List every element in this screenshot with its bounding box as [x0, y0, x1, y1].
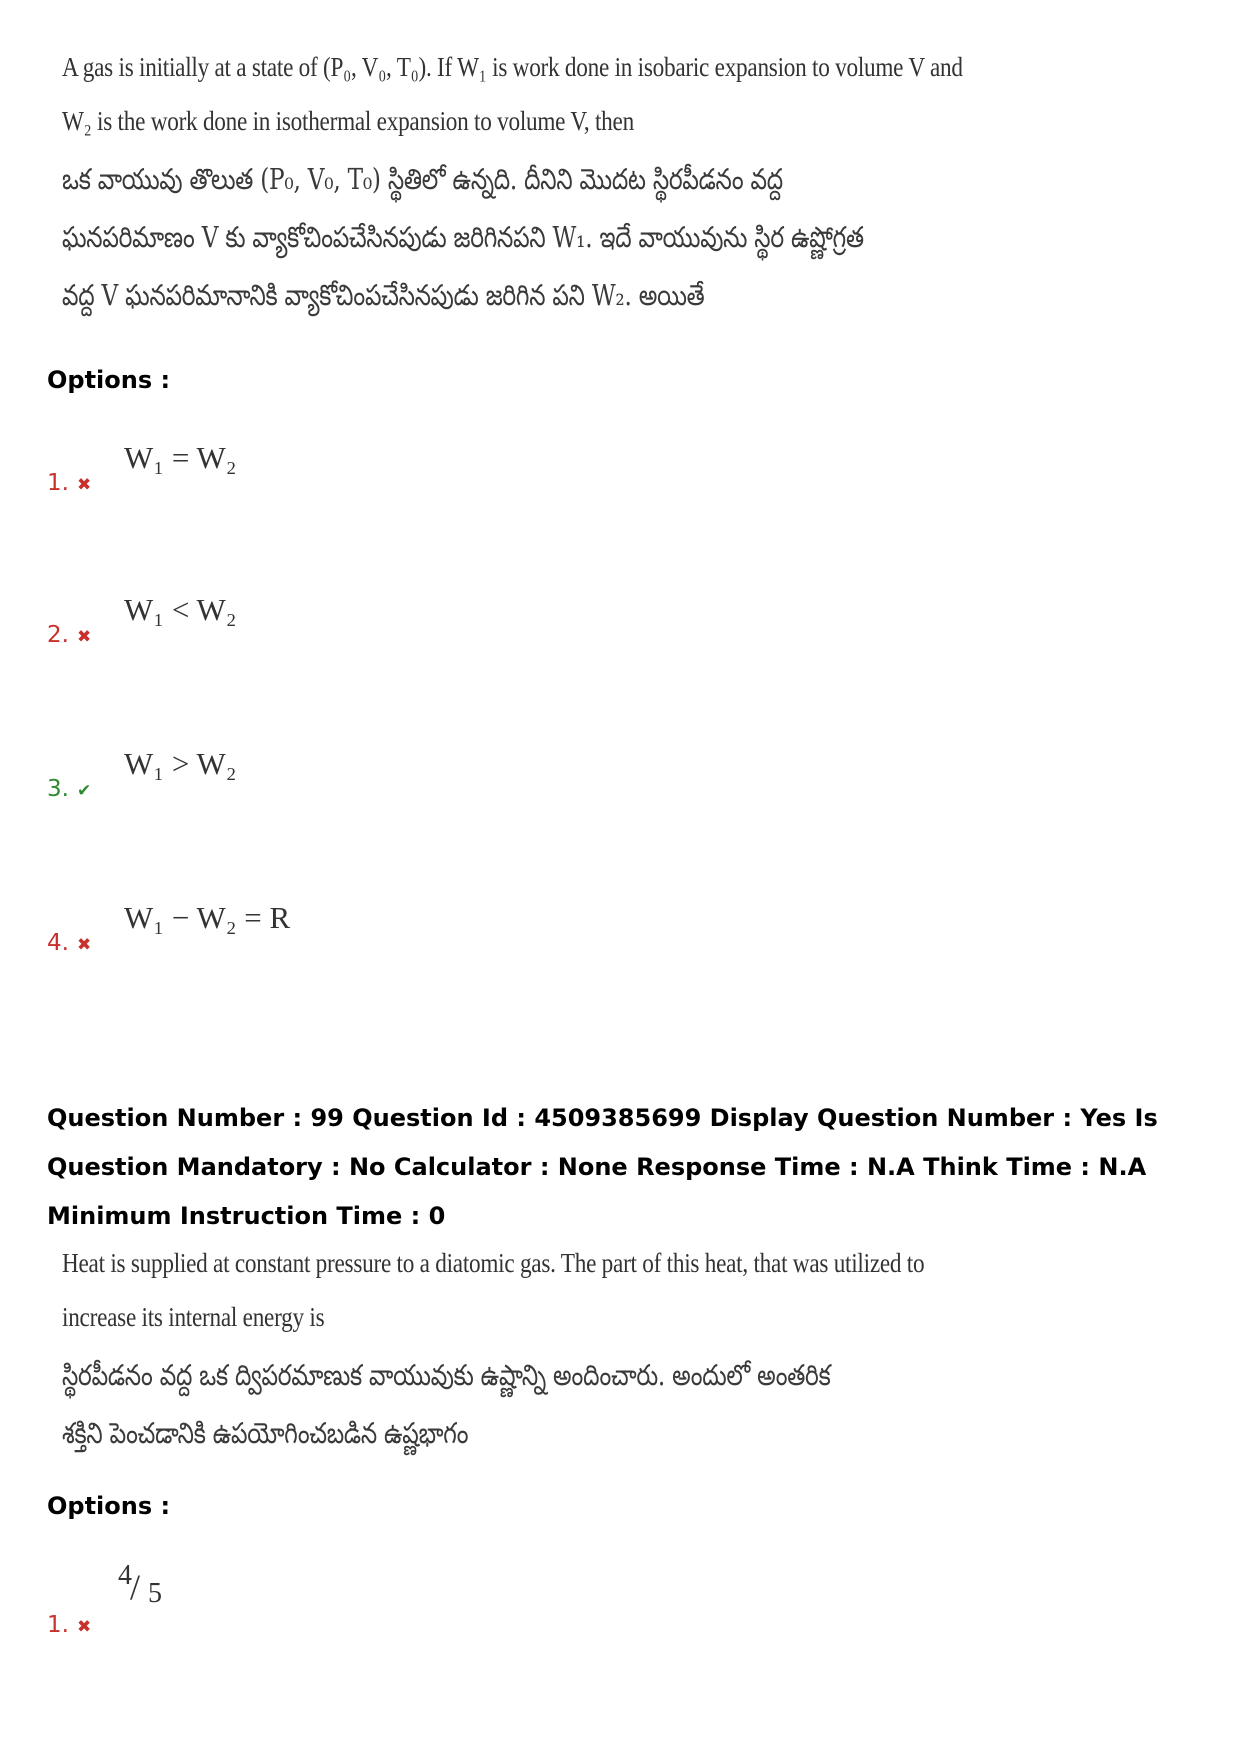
cross-icon: ✖ — [76, 935, 92, 955]
option-3[interactable] — [47, 776, 91, 802]
option-4[interactable] — [47, 930, 91, 956]
question-telugu-line: ఘనపరిమాణం V కు వ్యాకోచింపచేసినపుడు జరిగినపని W₁. ఇదే వాయువును స్థిర ఉష్ణోగ్రత — [62, 220, 864, 254]
fraction-numerator: 4 — [118, 1560, 132, 1591]
option-1-expression: W₁ = W₂ — [124, 440, 237, 475]
options-label: Options : — [47, 366, 171, 394]
option-1-fraction — [118, 1560, 178, 1620]
option-number: 2. — [47, 622, 69, 648]
fraction-denominator: 5 — [148, 1578, 162, 1609]
question-english-line: W₂ is the work done in isothermal expansion to volume V, then — [62, 106, 634, 136]
option-1[interactable] — [47, 470, 91, 496]
options-label: Options : — [47, 1492, 171, 1520]
question-99-text — [62, 1248, 962, 1458]
option-number: 4. — [47, 930, 69, 956]
option-number: 1. — [47, 1612, 69, 1638]
check-icon: ✔ — [76, 781, 92, 801]
question-98-text — [62, 52, 962, 342]
option-3-expression: W₁ > W₂ — [124, 746, 237, 781]
question-english-line: increase its internal energy is — [62, 1302, 325, 1332]
question-english-line: Heat is supplied at constant pressure to a diatomic gas. The part of this heat, that was utilized to — [62, 1248, 925, 1278]
option-number: 1. — [47, 470, 69, 496]
question-telugu-line: స్థిరపీడనం వద్ద ఒక ద్విపరమాణుక వాయువుకు ఉష్ణాన్ని అందించారు. అందులో అంతరిక — [62, 1358, 831, 1392]
question-telugu-line: వద్ద V ఘనపరిమానానికి వ్యాకోచింపచేసినపుడు జరిగిన పని W₂. అయితే — [62, 278, 705, 312]
option-1[interactable] — [47, 1612, 91, 1638]
cross-icon: ✖ — [76, 627, 92, 647]
cross-icon: ✖ — [76, 475, 92, 495]
question-english-line: A gas is initially at a state of (P₀, V₀, T₀). If W₁ is work done in isobaric expansion to volume V and — [62, 52, 963, 82]
fraction-slash: / — [130, 1567, 141, 1607]
option-number: 3. — [47, 776, 69, 802]
question-telugu-line: శక్తిని పెంచడానికి ఉపయోగించబడిన ఉష్ణభాగం — [62, 1416, 469, 1450]
question-telugu-line: ఒక వాయువు తొలుత (P₀, V₀, T₀) స్థితిలో ఉన్నది. దీనిని మొదట స్థిరపీడనం వద్ద — [62, 162, 783, 196]
question-99-metadata: Question Number : 99 Question Id : 4509385699 Display Question Number : Yes Is Question Mandatory : No Calculator : None Response Time : N.A Think Time : N.A Minimum Instruction Time : 0 — [47, 1104, 1158, 1230]
option-2-expression: W₁ < W₂ — [124, 592, 237, 627]
cross-icon: ✖ — [76, 1617, 92, 1637]
option-2[interactable] — [47, 622, 91, 648]
option-4-expression: W₁ − W₂ = R — [124, 900, 291, 935]
